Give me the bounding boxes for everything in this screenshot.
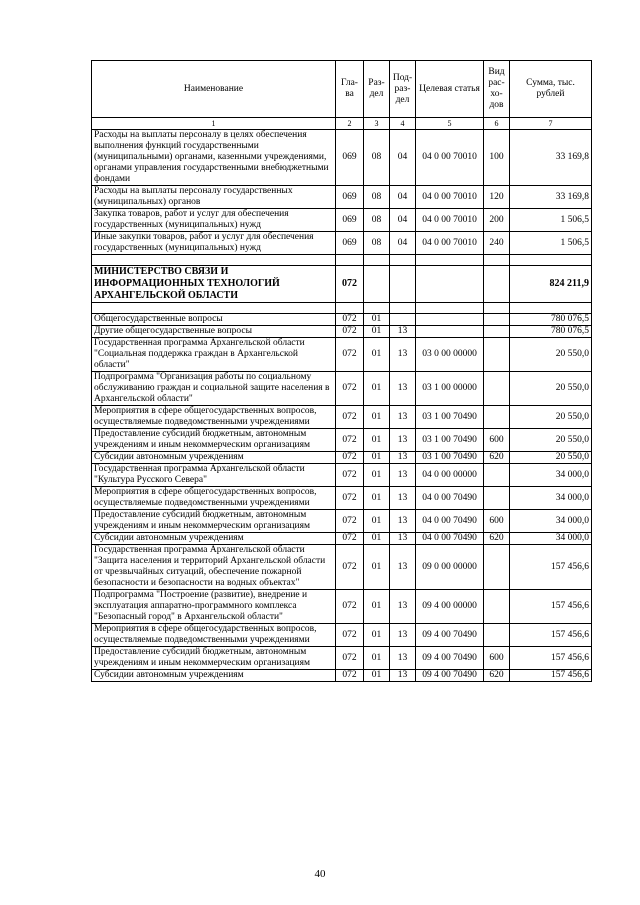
cell-amount: 20 550,0 [510,338,592,372]
cell-subsection: 04 [390,130,416,186]
cell-name: Другие общегосударственные вопросы [92,326,336,338]
table-row [92,186,592,209]
cell-chapter: 072 [336,429,364,452]
blank-row [92,255,592,266]
cell-amount: 34 000,0 [510,487,592,510]
empty-cell [484,303,510,314]
cell-section: 01 [364,452,390,464]
cell-subsection: 13 [390,429,416,452]
cell-amount: 34 000,0 [510,510,592,533]
cell-subsection: 13 [390,452,416,464]
cell-name: Субсидии автономным учреждениям [92,452,336,464]
cell-section [364,266,390,303]
cell-type: 120 [484,186,510,209]
cell-section: 01 [364,372,390,406]
column-number: 2 [336,118,364,130]
cell-chapter: 069 [336,209,364,232]
cell-type: 600 [484,647,510,670]
cell-target [416,314,484,326]
cell-section: 01 [364,464,390,487]
column-number: 1 [92,118,336,130]
cell-name: Государственная программа Архангельской области "Социальная поддержка граждан в Архангельской области" [92,338,336,372]
cell-amount: 20 550,0 [510,372,592,406]
empty-cell [416,255,484,266]
cell-section: 08 [364,232,390,255]
cell-subsection: 13 [390,326,416,338]
cell-subsection: 13 [390,545,416,590]
cell-chapter: 072 [336,533,364,545]
cell-subsection: 04 [390,209,416,232]
table-row [92,406,592,429]
cell-type: 200 [484,209,510,232]
cell-target: 04 0 00 70490 [416,533,484,545]
cell-subsection: 13 [390,510,416,533]
cell-amount: 157 456,6 [510,670,592,682]
cell-target: 04 0 00 70010 [416,209,484,232]
cell-subsection: 13 [390,464,416,487]
cell-section: 08 [364,130,390,186]
header-expense-type: Вид рас-хо-дов [484,61,510,118]
cell-chapter: 072 [336,326,364,338]
cell-amount: 33 169,8 [510,186,592,209]
empty-cell [484,255,510,266]
empty-cell [92,255,336,266]
cell-section: 01 [364,338,390,372]
table-body [92,130,592,682]
empty-cell [336,255,364,266]
cell-subsection [390,266,416,303]
table-row [92,487,592,510]
page-number: 40 [314,868,326,880]
cell-type: 600 [484,510,510,533]
table-row [92,326,592,338]
cell-chapter: 069 [336,130,364,186]
cell-chapter: 072 [336,624,364,647]
cell-type [484,624,510,647]
cell-name: Мероприятия в сфере общегосударственных вопросов, осуществляемые подведомственными учреждениями [92,487,336,510]
header-target: Целевая статья [416,61,484,118]
cell-type [484,590,510,624]
table-row [92,209,592,232]
cell-name: Субсидии автономным учреждениям [92,533,336,545]
column-number-row [92,118,592,130]
cell-subsection: 13 [390,533,416,545]
cell-chapter: 072 [336,406,364,429]
header-section: Раз-дел [364,61,390,118]
cell-subsection: 13 [390,487,416,510]
cell-subsection: 04 [390,232,416,255]
cell-subsection: 13 [390,590,416,624]
cell-amount: 34 000,0 [510,464,592,487]
table-row [92,372,592,406]
cell-type: 240 [484,232,510,255]
table-row [92,545,592,590]
cell-name: Государственная программа Архангельской области "Культура Русского Севера" [92,464,336,487]
header-subsection: Под-раз-дел [390,61,416,118]
cell-name: Субсидии автономным учреждениям [92,670,336,682]
empty-cell [416,303,484,314]
cell-name: Расходы на выплаты персоналу в целях обеспечения выполнения функций государственными (муниципальными) органами, казенными учреждениями, органами управления государственными внебюджетными фондами [92,130,336,186]
cell-chapter: 072 [336,464,364,487]
cell-name: Подпрограмма "Организация работы по социальному обслуживанию граждан и социальной защите населения в Архангельской области" [92,372,336,406]
cell-type [484,545,510,590]
empty-cell [390,303,416,314]
cell-chapter: 072 [336,372,364,406]
cell-name: Мероприятия в сфере общегосударственных вопросов, осуществляемые подведомственными учреждениями [92,406,336,429]
column-number: 4 [390,118,416,130]
cell-target: 09 0 00 00000 [416,545,484,590]
table-row [92,533,592,545]
column-number: 3 [364,118,390,130]
cell-name: Государственная программа Архангельской области "Защита населения и территорий Архангельской области от чрезвычайных ситуаций, обеспечение пожарной безопасности и безопасности на водных объектах" [92,545,336,590]
cell-name: Расходы на выплаты персоналу государственных (муниципальных) органов [92,186,336,209]
cell-type [484,266,510,303]
header-name: Наименование [92,61,336,118]
empty-cell [510,255,592,266]
table-row [92,464,592,487]
cell-amount: 780 076,5 [510,314,592,326]
cell-type [484,406,510,429]
cell-target: 04 0 00 70010 [416,186,484,209]
cell-chapter: 072 [336,510,364,533]
empty-cell [364,303,390,314]
cell-target: 09 4 00 70490 [416,624,484,647]
cell-amount: 20 550,0 [510,406,592,429]
cell-amount: 157 456,6 [510,590,592,624]
cell-subsection: 13 [390,647,416,670]
cell-name: Подпрограмма "Построение (развитие), внедрение и эксплуатация аппаратно-программного комплекса "Безопасный город" в Архангельской области" [92,590,336,624]
cell-chapter: 069 [336,186,364,209]
cell-target: 03 1 00 70490 [416,406,484,429]
cell-subsection: 13 [390,372,416,406]
cell-amount: 157 456,6 [510,624,592,647]
header-amount: Сумма, тыс. рублей [510,61,592,118]
cell-amount: 157 456,6 [510,545,592,590]
cell-section: 01 [364,326,390,338]
cell-type [484,338,510,372]
cell-section: 01 [364,314,390,326]
cell-amount: 157 456,6 [510,647,592,670]
cell-amount: 34 000,0 [510,533,592,545]
cell-section: 01 [364,624,390,647]
cell-section: 08 [364,186,390,209]
cell-section: 01 [364,590,390,624]
cell-subsection [390,314,416,326]
column-number: 5 [416,118,484,130]
cell-target: 03 1 00 70490 [416,429,484,452]
cell-target [416,326,484,338]
table-row [92,338,592,372]
cell-target: 04 0 00 00000 [416,464,484,487]
cell-name: Общегосударственные вопросы [92,314,336,326]
cell-name: Предоставление субсидий бюджетным, автономным учреждениям и иным некоммерческим организациям [92,647,336,670]
cell-chapter: 069 [336,232,364,255]
cell-target: 04 0 00 70490 [416,510,484,533]
cell-amount: 780 076,5 [510,326,592,338]
cell-section: 01 [364,487,390,510]
table-row [92,232,592,255]
cell-section: 01 [364,429,390,452]
cell-amount: 1 506,5 [510,209,592,232]
cell-type [484,314,510,326]
column-number: 7 [510,118,592,130]
table-row [92,130,592,186]
cell-subsection: 04 [390,186,416,209]
cell-section: 01 [364,533,390,545]
table-row [92,670,592,682]
cell-name: Предоставление субсидий бюджетным, автономным учреждениям и иным некоммерческим организациям [92,429,336,452]
cell-type: 100 [484,130,510,186]
table-row [92,510,592,533]
cell-target: 03 1 00 00000 [416,372,484,406]
cell-chapter: 072 [336,647,364,670]
table-header-row [92,61,592,118]
cell-type: 600 [484,429,510,452]
cell-type: 620 [484,452,510,464]
table-row [92,452,592,464]
cell-section: 08 [364,209,390,232]
empty-cell [510,303,592,314]
empty-cell [336,303,364,314]
cell-name: Иные закупки товаров, работ и услуг для обеспечения государственных (муниципальных) нужд [92,232,336,255]
cell-type [484,464,510,487]
table-row [92,624,592,647]
budget-table [91,60,592,682]
cell-chapter: 072 [336,266,364,303]
cell-target: 09 4 00 00000 [416,590,484,624]
cell-amount: 33 169,8 [510,130,592,186]
cell-name: Предоставление субсидий бюджетным, автономным учреждениям и иным некоммерческим организациям [92,510,336,533]
ministry-row [92,266,592,303]
cell-type: 620 [484,533,510,545]
cell-name: Мероприятия в сфере общегосударственных вопросов, осуществляемые подведомственными учреждениями [92,624,336,647]
empty-cell [364,255,390,266]
cell-type [484,372,510,406]
cell-subsection: 13 [390,670,416,682]
cell-name: Закупка товаров, работ и услуг для обеспечения государственных (муниципальных) нужд [92,209,336,232]
table-row [92,314,592,326]
cell-target: 04 0 00 70490 [416,487,484,510]
cell-chapter: 072 [336,452,364,464]
cell-amount: 20 550,0 [510,429,592,452]
cell-target: 04 0 00 70010 [416,232,484,255]
blank-row [92,303,592,314]
empty-cell [390,255,416,266]
header-chapter: Гла-ва [336,61,364,118]
cell-chapter: 072 [336,590,364,624]
cell-amount: 20 550,0 [510,452,592,464]
cell-chapter: 072 [336,487,364,510]
cell-target: 09 4 00 70490 [416,647,484,670]
column-number: 6 [484,118,510,130]
cell-type [484,487,510,510]
cell-subsection: 13 [390,338,416,372]
cell-chapter: 072 [336,314,364,326]
cell-subsection: 13 [390,406,416,429]
cell-section: 01 [364,406,390,429]
cell-chapter: 072 [336,338,364,372]
cell-section: 01 [364,510,390,533]
cell-section: 01 [364,647,390,670]
empty-cell [92,303,336,314]
cell-section: 01 [364,545,390,590]
cell-amount: 824 211,9 [510,266,592,303]
cell-amount: 1 506,5 [510,232,592,255]
cell-subsection: 13 [390,624,416,647]
cell-target [416,266,484,303]
cell-target: 03 0 00 00000 [416,338,484,372]
cell-name: МИНИСТЕРСТВО СВЯЗИ И ИНФОРМАЦИОННЫХ ТЕХНОЛОГИЙ АРХАНГЕЛЬСКОЙ ОБЛАСТИ [92,266,336,303]
cell-target: 04 0 00 70010 [416,130,484,186]
table-row [92,590,592,624]
cell-target: 03 1 00 70490 [416,452,484,464]
cell-chapter: 072 [336,545,364,590]
cell-chapter: 072 [336,670,364,682]
cell-section: 01 [364,670,390,682]
cell-type [484,326,510,338]
table-row [92,429,592,452]
cell-target: 09 4 00 70490 [416,670,484,682]
table-row [92,647,592,670]
cell-type: 620 [484,670,510,682]
